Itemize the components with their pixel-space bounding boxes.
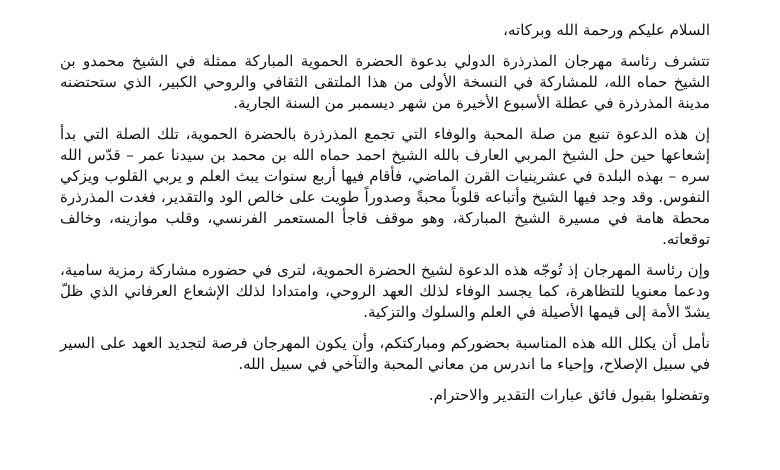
paragraph-history: إن هذه الدعوة تنبع من صلة المحبة والوفاء التي تجمع المذرذرة بالحضرة الحموية، تلك الصلة التي بدأ إشعاعها حين حل الشيخ المربي العارف بالله الشيخ احمد حماه الله بن محمد بن سيدنا عمر – قدّس الله سره – بهذه البلدة في عشرينيات القرن الماضي، فأقام فيها أربع سنوات يبث العلم و يربي القلوب ويزكي النفوس. وقد وجد فيها الشيخ وأتباعه قلوباً محبةً وصدوراً طويت على خالص الود والتقدير، فغدت المذرذرة محطة هامة في مسيرة الشيخ المباركة، وهو موقف فاجأ المستعمر الفرنسي، وقلب موازينه، وخالف توقعاته. bbox=[60, 125, 710, 248]
letter-closing: وتفضلوا بقبول فائق عبارات التقدير والاحترام. bbox=[428, 386, 710, 404]
paragraph-wishes: نأمل أن يكلل الله هذه المناسبة بحضوركم ومباركتكم، وأن يكون المهرجان فرصة لتجديد العهد على السير في سبيل الإصلاح، وإحياء ما اندرس من معاني المحبة والتآخي في سبيل الله. bbox=[60, 334, 710, 373]
letter-body bbox=[60, 20, 710, 406]
paragraph-purpose: وإن رئاسة المهرجان إذ تُوجّه هذه الدعوة لشيخ الحضرة الحموية، لترى في حضوره مشاركة رمزية سامية، ودعما معنويا للتظاهرة، كما يجسد الوفاء لذلك العهد الروحي، وامتدادا لذلك الإشعاع العرفاني الذي ظلّ يشدّ الأمة إلى قيمها الأصيلة في العلم والسلوك والتزكية. bbox=[60, 261, 710, 321]
paragraph-invitation: تتشرف رئاسة مهرجان المذرذرة الدولي بدعوة الحضرة الحموية المباركة ممثلة في الشيخ محمدو بن الشيخ حماه الله، للمشاركة في النسخة الأولى من هذا الملتقى الثقافي والروحي الكبير، الذي ستحتضنه مدينة المذرذرة في عطلة الأسبوع الأخيرة من شهر ديسمبر من السنة الجارية. bbox=[60, 52, 710, 112]
letter-greeting: السلام عليكم ورحمة الله وبركاته، bbox=[503, 21, 710, 39]
